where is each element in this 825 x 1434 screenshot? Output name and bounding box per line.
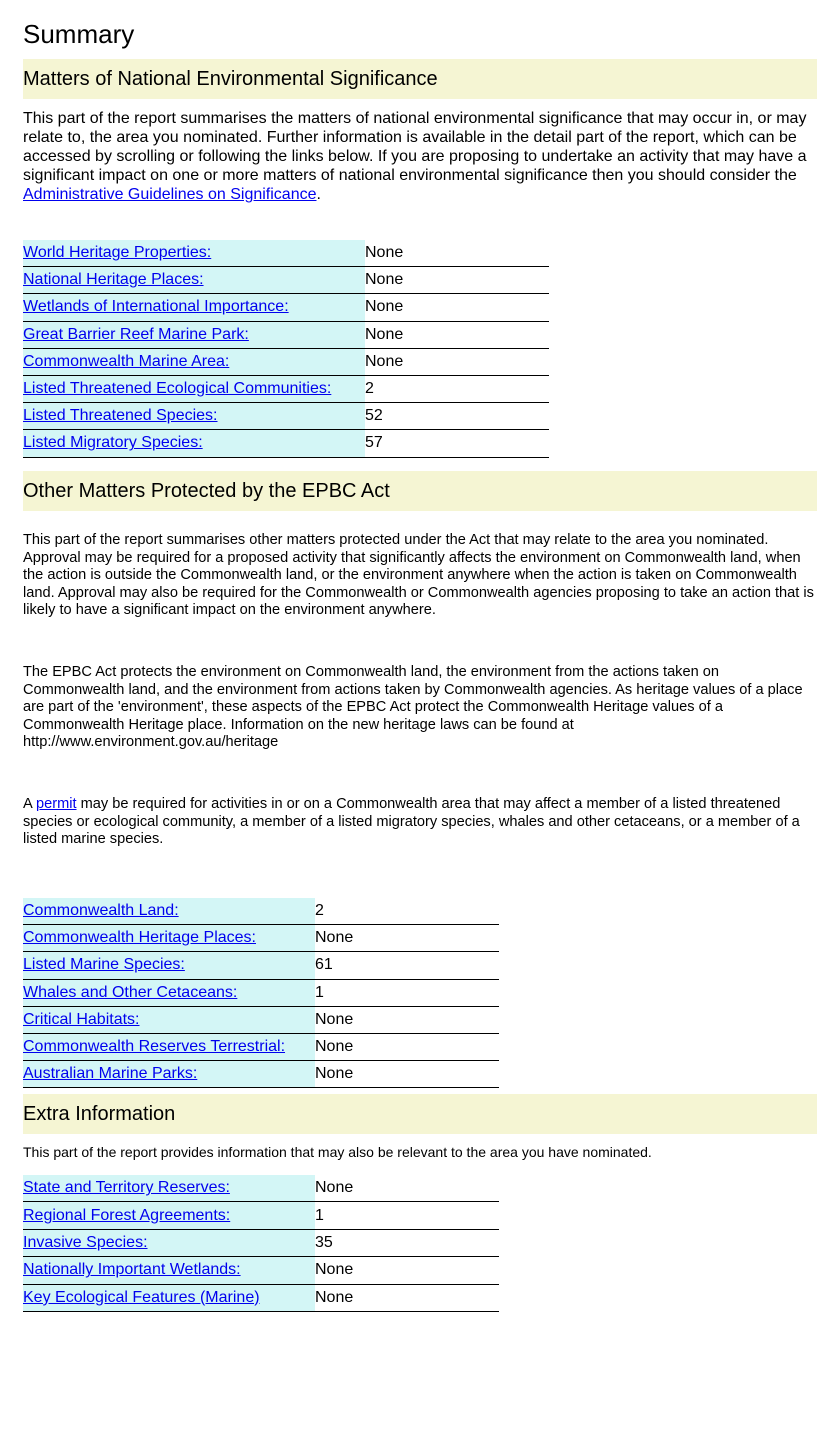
whales-and-other-cetaceans-value: 1 <box>315 979 499 1006</box>
table-row <box>23 1257 499 1284</box>
table-row <box>23 1006 499 1033</box>
table-row <box>23 267 549 294</box>
listed-threatened-species-value: 52 <box>365 403 549 430</box>
mnes-section-header <box>23 59 817 99</box>
permit-paragraph <box>23 796 817 849</box>
world-heritage-properties-value: None <box>365 240 549 267</box>
listed-threatened-species-link[interactable]: Listed Threatened Species: <box>23 407 218 425</box>
table-row <box>23 348 549 375</box>
page-title: Summary <box>23 19 135 49</box>
nationally-important-wetlands-value: None <box>315 1257 499 1284</box>
table-row <box>23 403 549 430</box>
table-row <box>23 1175 499 1202</box>
other-matters-heading: Other Matters Protected by the EPBC Act <box>23 480 390 502</box>
table-row <box>23 1061 499 1088</box>
table-row <box>23 898 499 925</box>
other-matters-paragraph-2: The EPBC Act protects the environment on Commonwealth land, the environment from the actions taken on Commonwealth land, and the environment from actions taken by Commonwealth agencies. As heritage values of a place are part of the 'environment', these aspects of the EPBC Act protect the Commonwealth Heritage values of a Commonwealth Heritage place. Information on the new heritage laws can be found at http://www.environment.gov.au/heritage <box>23 664 803 751</box>
critical-habitats-value: None <box>315 1006 499 1033</box>
commonwealth-heritage-places-link[interactable]: Commonwealth Heritage Places: <box>23 929 256 947</box>
commonwealth-reserves-terrestrial-value: None <box>315 1033 499 1060</box>
state-territory-reserves-link[interactable]: State and Territory Reserves: <box>23 1179 230 1197</box>
extra-information-table <box>23 1175 499 1312</box>
regional-forest-agreements-link[interactable]: Regional Forest Agreements: <box>23 1206 231 1224</box>
invasive-species-link[interactable]: Invasive Species: <box>23 1233 148 1251</box>
key-ecological-features-value: None <box>315 1284 499 1311</box>
table-row <box>23 375 549 402</box>
key-ecological-features-link[interactable]: Key Ecological Features (Marine) <box>23 1288 260 1306</box>
table-row <box>23 1284 499 1311</box>
commonwealth-land-link[interactable]: Commonwealth Land: <box>23 902 179 920</box>
other-matters-paragraph-1: This part of the report summarises other matters protected under the Act that may relate to the area you nominated. Approval may be required for a proposed activity that significantly affects the environment on Commonwealth land, when the action is outside the Commonwealth land, or the environment anywhere when the action is taken on Commonwealth land. Approval may also be required for the Commonwealth or Commonwealth agencies proposing to take an action that is likely to have a significant impact on the environment anywhere. <box>23 532 814 619</box>
wetlands-international-importance-value: None <box>365 294 549 321</box>
great-barrier-reef-marine-park-link[interactable]: Great Barrier Reef Marine Park: <box>23 325 249 343</box>
permit-paragraph-start: A <box>23 796 36 812</box>
commonwealth-land-value: 2 <box>315 898 499 925</box>
extra-information-intro: This part of the report provides information that may also be relevant to the area you have nominated. <box>23 1144 652 1160</box>
table-row <box>23 1202 499 1229</box>
nationally-important-wetlands-link[interactable]: Nationally Important Wetlands: <box>23 1261 241 1279</box>
listed-marine-species-link[interactable]: Listed Marine Species: <box>23 956 185 974</box>
whales-and-other-cetaceans-link[interactable]: Whales and Other Cetaceans: <box>23 983 238 1001</box>
extra-information-section-header <box>23 1094 817 1134</box>
regional-forest-agreements-value: 1 <box>315 1202 499 1229</box>
national-heritage-places-link[interactable]: National Heritage Places: <box>23 271 204 289</box>
table-row <box>23 979 499 1006</box>
commonwealth-marine-area-link[interactable]: Commonwealth Marine Area: <box>23 352 230 370</box>
listed-marine-species-value: 61 <box>315 952 499 979</box>
mnes-summary-table <box>23 240 549 458</box>
listed-migratory-species-value: 57 <box>365 430 549 457</box>
table-row <box>23 952 499 979</box>
table-row <box>23 925 499 952</box>
permit-paragraph-rest: may be required for activities in or on a Commonwealth area that may affect a member of a listed threatened species or ecological community, a member of a listed migratory species, whales and other cetaceans, or a member of a listed marine species. <box>23 796 800 848</box>
australian-marine-parks-value: None <box>315 1061 499 1088</box>
other-matters-table <box>23 898 499 1088</box>
other-matters-section-header <box>23 471 817 511</box>
world-heritage-properties-link[interactable]: World Heritage Properties: <box>23 244 212 262</box>
great-barrier-reef-marine-park-value: None <box>365 321 549 348</box>
australian-marine-parks-link[interactable]: Australian Marine Parks: <box>23 1065 198 1083</box>
table-row <box>23 1033 499 1060</box>
administrative-guidelines-link[interactable]: Administrative Guidelines on Significance <box>23 186 317 203</box>
mnes-intro-paragraph <box>23 109 817 204</box>
permit-link[interactable]: permit <box>35 796 77 812</box>
mnes-intro-end: . <box>316 186 321 203</box>
listed-threatened-ecological-communities-value: 2 <box>365 375 549 402</box>
state-territory-reserves-value: None <box>315 1175 499 1202</box>
table-row <box>23 430 549 457</box>
national-heritage-places-value: None <box>365 267 549 294</box>
table-row <box>23 240 549 267</box>
extra-information-heading: Extra Information <box>23 1103 176 1125</box>
commonwealth-reserves-terrestrial-link[interactable]: Commonwealth Reserves Terrestrial: <box>23 1038 286 1056</box>
commonwealth-marine-area-value: None <box>365 348 549 375</box>
table-row <box>23 1229 499 1256</box>
mnes-intro-text: This part of the report summarises the matters of national environmental significance that may occur in, or may relate to, the area you nominated. Further information is available in the detail part of the report, which can be accessed by scrolling or following the links below. If you are proposing to undertake an activity that may have a significant impact on one or more matters of national environmental significance then you should consider the <box>23 110 807 184</box>
wetlands-international-importance-link[interactable]: Wetlands of International Importance: <box>23 298 289 316</box>
mnes-heading: Matters of National Environmental Significance <box>23 68 438 90</box>
commonwealth-heritage-places-value: None <box>315 925 499 952</box>
table-row <box>23 294 549 321</box>
invasive-species-value: 35 <box>315 1229 499 1256</box>
listed-migratory-species-link[interactable]: Listed Migratory Species: <box>23 434 203 452</box>
listed-threatened-ecological-communities-link[interactable]: Listed Threatened Ecological Communities: <box>23 380 332 398</box>
critical-habitats-link[interactable]: Critical Habitats: <box>23 1010 140 1028</box>
table-row <box>23 321 549 348</box>
